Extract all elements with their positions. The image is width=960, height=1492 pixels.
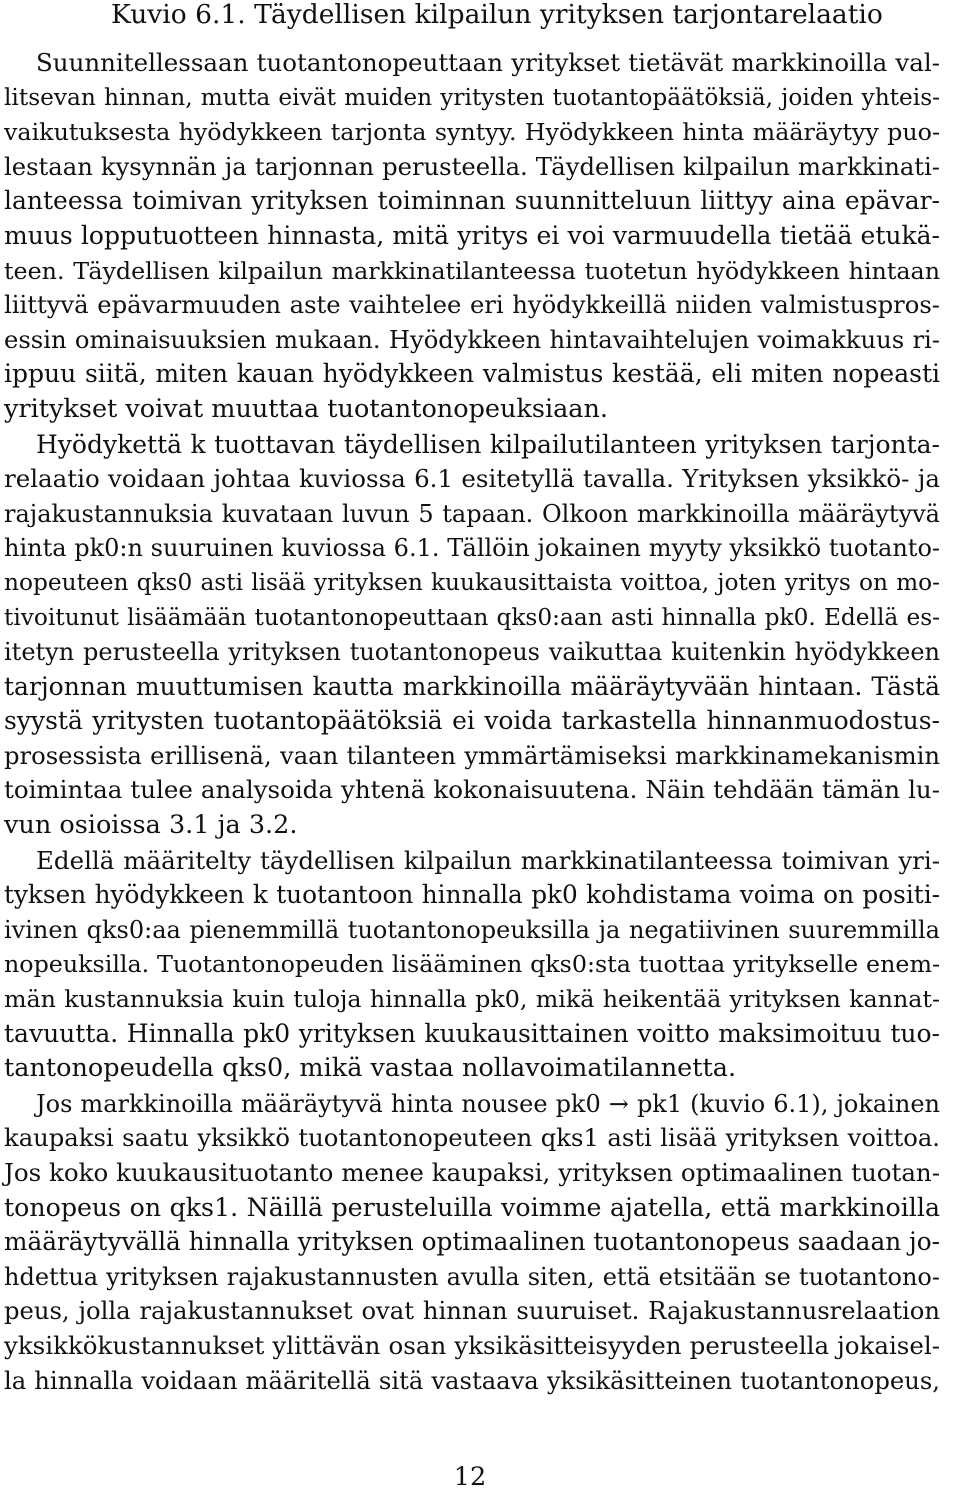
text-line: liittyvä epävarmuuden aste vaihtelee eri hyödykkeillä niiden valmistuspros- — [4, 290, 940, 320]
text-line: Hyödykettä k tuottavan täydellisen kilpailutilanteen yrityksen tarjonta- — [36, 429, 940, 459]
text-line: hdettua yrityksen rajakustannusten avulla siten, että etsitään se tuotantono- — [4, 1262, 940, 1291]
text-line: la hinnalla voidaan määritellä sitä vastaava yksikäsitteinen tuotantonopeus, — [4, 1365, 940, 1395]
text-line: määräytyvällä hinnalla yrityksen optimaalinen tuotantonopeus saadaan jo- — [4, 1227, 940, 1257]
text-line: lestaan kysynnän ja tarjonnan perusteella. Täydellisen kilpailun markkinati- — [4, 151, 940, 181]
text-line: teen. Täydellisen kilpailun markkinatilanteessa tuotetun hyödykkeen hintaan — [4, 256, 940, 285]
text-line: toimintaa tulee analysoida yhtenä kokonaisuutena. Näin tehdään tämän lu- — [4, 775, 940, 805]
text-line: Suunnitellessaan tuotantonopeuttaan yritykset tietävät markkinoilla val- — [36, 48, 940, 77]
text-line: ivinen qks0:aa pienemmillä tuotantonopeuksilla ja negatiivinen suuremmilla — [4, 915, 940, 944]
text-line: peus, jolla rajakustannukset ovat hinnan suuruiset. Rajakustannusrelaation — [4, 1296, 940, 1326]
text-line: kaupaksi saatu yksikkö tuotantonopeuteen qks1 asti lisää yrityksen voittoa. — [4, 1123, 940, 1153]
text-line: män kustannuksia kuin tuloja hinnalla pk0, mikä heikentää yrityksen kannat- — [4, 985, 940, 1014]
text-line: nopeuteen qks0 asti lisää yrityksen kuukausittaista voittoa, joten yritys on mo- — [4, 568, 940, 596]
text-line: itetyn perusteella yrityksen tuotantonopeus vaikuttaa kuitenkin hyödykkeen — [4, 638, 940, 667]
text-line: litsevan hinnan, mutta eivät muiden yritysten tuotantopäätöksiä, joiden yhteis- — [4, 83, 940, 111]
text-line: Jos markkinoilla määräytyvä hinta nousee pk0 → pk1 (kuvio 6.1), jokainen — [36, 1089, 940, 1118]
text-line: essin ominaisuuksien mukaan. Hyödykkeen hintavaihtelujen voimakkuus ri- — [4, 324, 940, 354]
text-line: yritykset voivat muuttaa tuotantonopeuksiaan. — [4, 393, 609, 424]
text-line: vaikutuksesta hyödykkeen tarjonta syntyy. Hyödykkeen hinta määräytyy puo- — [4, 118, 940, 147]
text-line: tonopeus on qks1. Näillä perusteluilla voimme ajatella, että markkinoilla — [4, 1192, 940, 1222]
text-line: tivoitunut lisäämään tuotantonopeuttaan qks0:aan asti hinnalla pk0. Edellä es- — [4, 603, 940, 631]
text-line: syystä yritysten tuotantopäätöksiä ei voida tarkastella hinnanmuodostus- — [4, 706, 940, 736]
text-line: Edellä määritelty täydellisen kilpailun markkinatilanteessa toimivan yri- — [36, 845, 940, 875]
text-line: nopeuksilla. Tuotantonopeuden lisääminen qks0:sta tuottaa yritykselle enem- — [4, 950, 940, 979]
text-line: relaatio voidaan johtaa kuviossa 6.1 esitetyllä tavalla. Yrityksen yksikkö- ja — [4, 464, 940, 494]
text-line: tyksen hyödykkeen k tuotantoon hinnalla pk0 kohdistama voima on positi- — [4, 880, 940, 910]
text-line: muus lopputuotteen hinnasta, mitä yritys ei voi varmuudella tietää etukä- — [4, 220, 940, 250]
body-text — [4, 46, 940, 1398]
page-number: 12 — [453, 1462, 487, 1492]
text-line: prosessista erillisenä, vaan tilanteen ymmärtämiseksi markkinamekanismin — [4, 740, 940, 770]
text-line: tavuutta. Hinnalla pk0 yrityksen kuukausittainen voitto maksimoituu tuo- — [4, 1018, 940, 1048]
text-line: vun osioissa 3.1 ja 3.2. — [4, 810, 298, 841]
text-line: lanteessa toimivan yrityksen toiminnan suunnitteluun liittyy aina epävar- — [4, 186, 940, 216]
text-line: hinta pk0:n suuruinen kuviossa 6.1. Tällöin jokainen myyty yksikkö tuotanto- — [4, 534, 940, 563]
text-line: ippuu siitä, miten kauan hyödykkeen valmistus kestää, eli miten nopeasti — [4, 359, 940, 389]
figure-caption: Kuvio 6.1. Täydellisen kilpailun yrityksen tarjontarelaatio — [111, 0, 883, 30]
text-line: rajakustannuksia kuvataan luvun 5 tapaan. Olkoon markkinoilla määräytyvä — [4, 499, 940, 528]
text-line: tantonopeudella qks0, mikä vastaa nollavoimatilannetta. — [4, 1053, 737, 1084]
text-line: yksikkökustannukset ylittävän osan yksikäsitteisyyden perusteella jokaisel- — [4, 1330, 940, 1360]
text-line: tarjonnan muuttumisen kautta markkinoilla määräytyvään hintaan. Tästä — [4, 671, 940, 701]
text-line: Jos koko kuukausituotanto menee kaupaksi, yrityksen optimaalinen tuotan- — [4, 1158, 940, 1187]
